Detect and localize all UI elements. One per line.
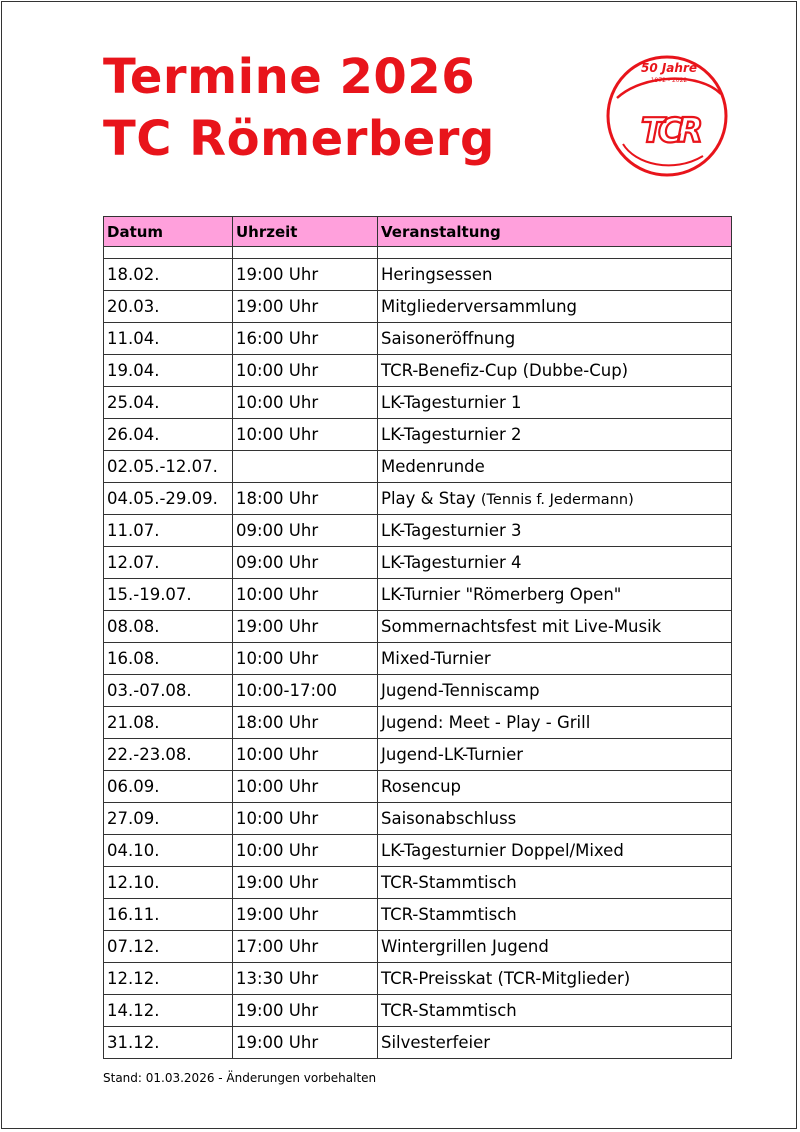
- event-label: Jugend-Tenniscamp: [381, 681, 540, 700]
- event-label: TCR-Benefiz-Cup (Dubbe-Cup): [381, 361, 629, 380]
- table-row: [104, 643, 732, 675]
- cell-time: 19:00 Uhr: [233, 611, 378, 643]
- cell-date: 18.02.: [104, 259, 233, 291]
- table-header-row: [104, 217, 732, 247]
- event-label: Silvesterfeier: [381, 1033, 491, 1052]
- cell-date: 11.07.: [104, 515, 233, 547]
- event-label: Jugend: Meet - Play - Grill: [381, 713, 591, 732]
- cell-time: 13:30 Uhr: [233, 963, 378, 995]
- event-label: Jugend-LK-Turnier: [381, 745, 524, 764]
- event-label: Saisonabschluss: [381, 809, 517, 828]
- table-row: [104, 323, 732, 355]
- table-row: [104, 835, 732, 867]
- club-logo: [603, 52, 731, 178]
- cell-date: 15.-19.07.: [104, 579, 233, 611]
- cell-event: [378, 547, 732, 579]
- footer-note: Stand: 01.03.2026 - Änderungen vorbehalten: [103, 1071, 377, 1085]
- cell-date: 16.11.: [104, 899, 233, 931]
- table-row: [104, 451, 732, 483]
- cell-time: 19:00 Uhr: [233, 899, 378, 931]
- cell-event: [378, 1027, 732, 1059]
- table-row: [104, 707, 732, 739]
- event-label: Mitgliederversammlung: [381, 297, 578, 316]
- cell-event: [378, 995, 732, 1027]
- event-label: TCR-Stammtisch: [381, 1001, 517, 1020]
- cell-date: 16.08.: [104, 643, 233, 675]
- cell-event: [378, 291, 732, 323]
- table-row: [104, 419, 732, 451]
- cell-time: 18:00 Uhr: [233, 707, 378, 739]
- table-row: [104, 355, 732, 387]
- cell-time: 10:00 Uhr: [233, 835, 378, 867]
- cell-date: 31.12.: [104, 1027, 233, 1059]
- cell-time: 10:00 Uhr: [233, 579, 378, 611]
- cell-date: 12.07.: [104, 547, 233, 579]
- cell-event: [378, 579, 732, 611]
- cell-date: 02.05.-12.07.: [104, 451, 233, 483]
- event-label: Medenrunde: [381, 457, 485, 476]
- cell-date: 25.04.: [104, 387, 233, 419]
- cell-event: [378, 675, 732, 707]
- event-label: LK-Tagesturnier 2: [381, 425, 522, 444]
- cell-time: 19:00 Uhr: [233, 1027, 378, 1059]
- cell-time: 10:00 Uhr: [233, 643, 378, 675]
- cell-time: 17:00 Uhr: [233, 931, 378, 963]
- table-row: [104, 547, 732, 579]
- table-row: [104, 515, 732, 547]
- cell-event: [378, 643, 732, 675]
- cell-event: [378, 707, 732, 739]
- cell-date: 27.09.: [104, 803, 233, 835]
- cell-date: 19.04.: [104, 355, 233, 387]
- event-label: LK-Turnier "Römerberg Open": [381, 585, 622, 604]
- event-label: Mixed-Turnier: [381, 649, 491, 668]
- header-datum: Datum: [104, 217, 233, 247]
- cell-event: [378, 611, 732, 643]
- table-row: [104, 899, 732, 931]
- cell-time: 10:00 Uhr: [233, 771, 378, 803]
- cell-time: 09:00 Uhr: [233, 515, 378, 547]
- cell-time: 09:00 Uhr: [233, 547, 378, 579]
- cell-date: 11.04.: [104, 323, 233, 355]
- cell-date: 20.03.: [104, 291, 233, 323]
- cell-time: 10:00 Uhr: [233, 419, 378, 451]
- cell-event: [378, 963, 732, 995]
- table-row: [104, 291, 732, 323]
- cell-time: 16:00 Uhr: [233, 323, 378, 355]
- cell-time: 19:00 Uhr: [233, 291, 378, 323]
- table-row: [104, 259, 732, 291]
- table-row: [104, 611, 732, 643]
- logo-range: 1972 - 2022: [650, 77, 688, 84]
- cell-time: 10:00 Uhr: [233, 355, 378, 387]
- cell-event: [378, 771, 732, 803]
- cell-event: [378, 835, 732, 867]
- cell-date: 04.05.-29.09.: [104, 483, 233, 515]
- table-row: [104, 803, 732, 835]
- table-row: [104, 483, 732, 515]
- cell-time: 18:00 Uhr: [233, 483, 378, 515]
- cell-time: 19:00 Uhr: [233, 995, 378, 1027]
- table-row: [104, 931, 732, 963]
- header-uhrzeit: Uhrzeit: [233, 217, 378, 247]
- logo-monogram: TCR: [640, 111, 698, 151]
- title-line-2: TC Römerberg: [103, 111, 495, 167]
- table-row: [104, 675, 732, 707]
- event-label: Wintergrillen Jugend: [381, 937, 549, 956]
- table-row: [104, 995, 732, 1027]
- cell-event: [378, 419, 732, 451]
- cell-date: 22.-23.08.: [104, 739, 233, 771]
- cell-event: [378, 515, 732, 547]
- table-row: [104, 1027, 732, 1059]
- cell-time: [233, 451, 378, 483]
- cell-date: 14.12.: [104, 995, 233, 1027]
- cell-event: [378, 867, 732, 899]
- logo-years: 50 Jahre: [640, 61, 698, 75]
- cell-time: 10:00 Uhr: [233, 803, 378, 835]
- schedule-table: [103, 216, 732, 1059]
- table-row: [104, 579, 732, 611]
- cell-time: 10:00 Uhr: [233, 387, 378, 419]
- table-row: [104, 867, 732, 899]
- event-label: Heringsessen: [381, 265, 493, 284]
- table-spacer-row: [104, 247, 732, 259]
- table-row: [104, 387, 732, 419]
- cell-event: [378, 739, 732, 771]
- header-veranstaltung: Veranstaltung: [378, 217, 732, 247]
- event-label: TCR-Preisskat (TCR-Mitglieder): [381, 969, 631, 988]
- table-row: [104, 963, 732, 995]
- event-label: Sommernachtsfest mit Live-Musik: [381, 617, 662, 636]
- event-label: Play & Stay: [381, 489, 476, 508]
- cell-date: 06.09.: [104, 771, 233, 803]
- cell-event: [378, 259, 732, 291]
- event-label: TCR-Stammtisch: [381, 905, 517, 924]
- cell-event: [378, 483, 732, 515]
- cell-event: [378, 451, 732, 483]
- cell-event: [378, 899, 732, 931]
- cell-time: 10:00-17:00: [233, 675, 378, 707]
- cell-date: 08.08.: [104, 611, 233, 643]
- event-label: LK-Tagesturnier Doppel/Mixed: [381, 841, 624, 860]
- cell-date: 04.10.: [104, 835, 233, 867]
- event-note: (Tennis f. Jedermann): [480, 492, 634, 508]
- cell-date: 12.10.: [104, 867, 233, 899]
- table-row: [104, 739, 732, 771]
- cell-date: 26.04.: [104, 419, 233, 451]
- event-label: LK-Tagesturnier 1: [381, 393, 522, 412]
- cell-event: [378, 803, 732, 835]
- title-line-1: Termine 2026: [103, 49, 476, 105]
- event-label: Rosencup: [381, 777, 462, 796]
- cell-date: 21.08.: [104, 707, 233, 739]
- cell-event: [378, 323, 732, 355]
- cell-time: 10:00 Uhr: [233, 739, 378, 771]
- cell-time: 19:00 Uhr: [233, 867, 378, 899]
- cell-time: 19:00 Uhr: [233, 259, 378, 291]
- cell-date: 07.12.: [104, 931, 233, 963]
- cell-date: 03.-07.08.: [104, 675, 233, 707]
- event-label: LK-Tagesturnier 3: [381, 521, 522, 540]
- cell-event: [378, 355, 732, 387]
- event-label: LK-Tagesturnier 4: [381, 553, 522, 572]
- event-label: TCR-Stammtisch: [381, 873, 517, 892]
- cell-event: [378, 931, 732, 963]
- cell-event: [378, 387, 732, 419]
- table-row: [104, 771, 732, 803]
- page-title: [103, 46, 495, 170]
- cell-date: 12.12.: [104, 963, 233, 995]
- event-label: Saisoneröffnung: [381, 329, 516, 348]
